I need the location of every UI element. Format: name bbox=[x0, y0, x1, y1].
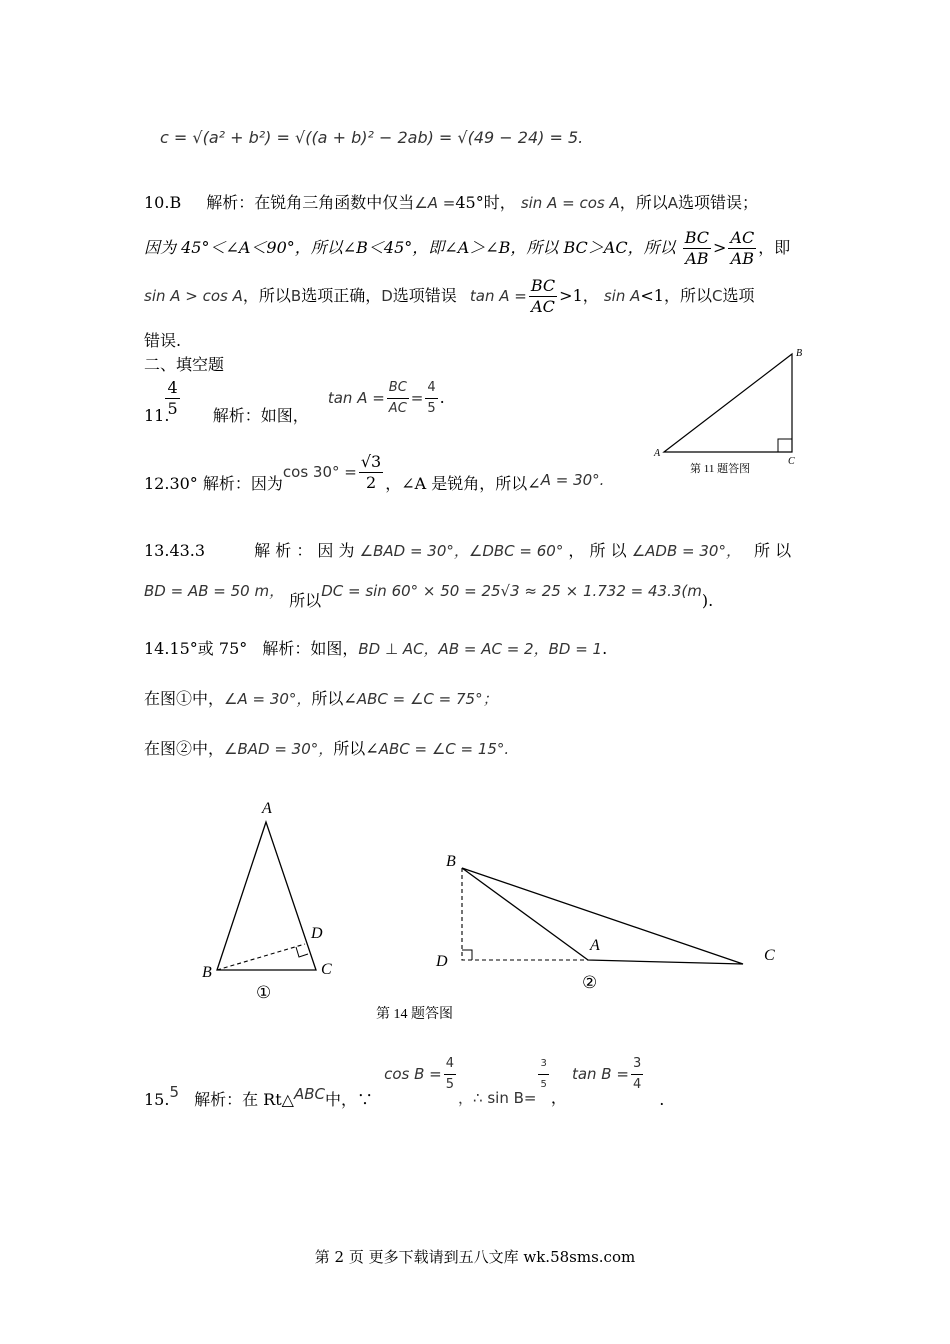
q14-fig2-a: ∠BAD = 30°， bbox=[224, 740, 334, 758]
frac-num: 4 bbox=[167, 378, 178, 397]
q10-frac-bc-ab bbox=[683, 228, 711, 269]
q13-end: ). bbox=[701, 591, 714, 610]
q15-cos-b: cos B = bbox=[384, 1065, 442, 1083]
frac-den: AC bbox=[388, 401, 407, 416]
right-angle-mark-2 bbox=[462, 950, 472, 960]
frac-num: BC bbox=[684, 228, 709, 247]
q13-bd: BD = AB = 50 m， bbox=[144, 582, 285, 600]
fig14-2-label-a: A bbox=[590, 937, 600, 954]
q11-label: 11. bbox=[144, 406, 170, 425]
fig14-caption: 第 14 题答图 bbox=[376, 1007, 453, 1022]
frac-den: AB bbox=[685, 249, 709, 268]
q10-opt-c: C bbox=[711, 287, 723, 305]
q10-opt-b: B bbox=[290, 287, 302, 305]
fig14-1-label-c: C bbox=[321, 961, 332, 978]
right-angle-mark-1 bbox=[296, 947, 308, 957]
q15-zhong: 中，∵ bbox=[325, 1090, 374, 1109]
q10-opt-wrong: 选项错误； bbox=[678, 193, 759, 212]
q14-end: . bbox=[602, 639, 608, 658]
q10-line2 bbox=[144, 228, 790, 269]
q15-end: . bbox=[659, 1090, 665, 1109]
q14-cond: BD ⊥ AC，AB = AC = 2，BD = 1 bbox=[358, 640, 603, 658]
triangle-abc-2 bbox=[462, 868, 743, 964]
q10-deg45: 45°时， bbox=[455, 193, 516, 212]
q11-jiexi: 解析：如图， bbox=[212, 406, 309, 425]
frac-num: AC bbox=[730, 228, 755, 247]
q12 bbox=[144, 452, 604, 493]
q12-label: 12.30° bbox=[144, 474, 198, 493]
q11 bbox=[144, 378, 445, 425]
q13-adb: ∠ADB = 30°， bbox=[631, 542, 741, 560]
frac-den: AB bbox=[730, 249, 754, 268]
figure-14 bbox=[180, 790, 800, 1030]
q12-res: A = 30°. bbox=[540, 471, 605, 489]
frac-den: 5 bbox=[427, 401, 436, 416]
q11-tan-a: tan A = bbox=[327, 389, 385, 407]
q10-gt1: >1， bbox=[559, 286, 599, 305]
q10-angle-a: ∠A = bbox=[414, 194, 456, 212]
q13-suoyi2: 所 以 bbox=[754, 541, 792, 560]
q12-frac bbox=[359, 452, 383, 493]
q15-cos-frac bbox=[444, 1054, 456, 1095]
q14-line3 bbox=[144, 736, 509, 759]
frac-den: 4 bbox=[632, 1077, 642, 1092]
q14-line1 bbox=[144, 636, 607, 659]
q13-label: 13.43.3 bbox=[144, 541, 206, 560]
q14-fig1-pre: 在图①中， bbox=[144, 689, 225, 708]
frac-num: 4 bbox=[444, 1054, 456, 1075]
q10-d-wrong: 选项错误 bbox=[392, 286, 457, 305]
q15-label: 15. bbox=[144, 1090, 170, 1109]
q10-b-correct: 选项正确， bbox=[301, 286, 382, 305]
q13-line1 bbox=[144, 538, 800, 561]
q15-tan-frac bbox=[631, 1054, 643, 1095]
q10-line1 bbox=[144, 190, 758, 213]
q11-frac1 bbox=[387, 378, 409, 419]
frac-den: 5 bbox=[540, 1079, 547, 1090]
q10-so-b: ，所以 bbox=[242, 286, 291, 305]
q10-sin-gt-cos: sin A > cos A bbox=[144, 287, 243, 305]
fig11-label-b: B bbox=[796, 348, 803, 359]
frac-num: 3 bbox=[538, 1054, 548, 1075]
frac-num: BC bbox=[387, 378, 409, 399]
q14-jiexi: 解析：如图， bbox=[262, 639, 359, 658]
q15-tan-b: tan B = bbox=[571, 1065, 629, 1083]
q12-jiexi: 解析：因为 bbox=[202, 474, 283, 493]
triangle-abc bbox=[664, 354, 792, 452]
frac-den: 2 bbox=[365, 473, 377, 492]
fig14-triangle-2 bbox=[435, 853, 775, 992]
q15-answer: 5 bbox=[169, 1083, 179, 1101]
dashed-bd-1 bbox=[217, 944, 305, 970]
q15-comma: ， bbox=[550, 1088, 567, 1107]
q14-fig2-pre: 在图②中， bbox=[144, 739, 225, 758]
frac-num: √3 bbox=[360, 452, 382, 471]
q14-fig2-res: ABC = ∠C = 15°. bbox=[378, 740, 510, 758]
q11-end: . bbox=[439, 388, 445, 407]
fig14-2-label-d: D bbox=[436, 953, 448, 970]
figure-11 bbox=[646, 344, 816, 479]
frac-num: 3 bbox=[631, 1054, 643, 1075]
q10-line3 bbox=[144, 276, 754, 317]
q13-suoyi3: 所以 bbox=[289, 591, 322, 610]
q10-c-wrong: 选项 bbox=[722, 286, 755, 305]
fig14-2-number: ② bbox=[582, 973, 598, 992]
q10-line2-text: 因为 45°＜∠A＜90°，所以∠B＜45°，即∠A＞∠B，所以 BC＞AC，所以 bbox=[144, 238, 676, 257]
q14-fig1-so: 所以∠ bbox=[311, 689, 357, 708]
q10-ji: ，即 bbox=[758, 238, 791, 257]
fig14-2-label-b: B bbox=[446, 853, 456, 870]
q10-frac-ac-ab bbox=[728, 228, 756, 269]
q14-label: 14.15°或 75° bbox=[144, 639, 248, 658]
q14-fig2-so: 所以∠ bbox=[333, 739, 379, 758]
fig11-label-a: A bbox=[654, 448, 661, 459]
q10-tan-a: tan A = bbox=[469, 287, 527, 305]
frac-den: 5 bbox=[167, 399, 178, 418]
q15 bbox=[144, 1054, 665, 1109]
fig11-label-c: C bbox=[788, 456, 795, 467]
q10-lt1: <1，所以 bbox=[640, 286, 712, 305]
gt-sign: > bbox=[713, 238, 727, 257]
q13-suoyi: ， 所 以 bbox=[568, 541, 627, 560]
q14-fig1-res: ABC = ∠C = 75°； bbox=[356, 690, 498, 708]
q15-jiexi: 解析：在 Rt△ bbox=[194, 1090, 294, 1109]
page-footer: 第 2 页 更多下载请到五八文库 wk.58sms.com bbox=[314, 1248, 636, 1266]
q14-fig1-a: ∠A = 30°， bbox=[224, 690, 312, 708]
q10-label: 10.B bbox=[144, 193, 182, 212]
q10-tan-frac bbox=[529, 276, 557, 317]
q10-sin-a: sin A bbox=[603, 287, 641, 305]
q14-line2 bbox=[144, 686, 498, 709]
q13-bad: ∠BAD = 30°，∠DBC = 60° bbox=[359, 542, 564, 560]
fig11-caption: 第 11 题答图 bbox=[690, 463, 751, 475]
fig14-1-number: ① bbox=[256, 983, 272, 1002]
right-angle-mark bbox=[778, 439, 792, 452]
q10-opt-d: D bbox=[381, 287, 393, 305]
fig14-triangle-1 bbox=[202, 800, 332, 1002]
frac-num: 4 bbox=[425, 378, 437, 399]
fig14-1-label-d: D bbox=[311, 925, 323, 942]
q10-jiexi: 解析：在锐角三角函数中仅当 bbox=[206, 193, 415, 212]
q10-sin-eq-cos: sin A = cos A bbox=[520, 194, 620, 212]
q10-so: ，所以 bbox=[619, 193, 668, 212]
frac-den: AC bbox=[531, 297, 555, 316]
q11-eq: = bbox=[410, 389, 424, 407]
fig14-1-label-b: B bbox=[202, 964, 212, 981]
q13-dc: DC = sin 60° × 50 = 25√3 ≈ 25 × 1.732 = 43.3(m bbox=[321, 582, 702, 600]
q12-cos30: cos 30° = bbox=[282, 463, 357, 481]
frac-den: 5 bbox=[445, 1077, 455, 1092]
q13-line2 bbox=[144, 578, 714, 610]
q15-therefore: ，∴ sin B= bbox=[458, 1089, 537, 1107]
section-title: 二、填空题 bbox=[144, 355, 225, 374]
q10-line4: 错误. bbox=[144, 331, 182, 350]
q12-mid: ，∠A 是锐角，所以∠ bbox=[385, 474, 541, 493]
formula-c: c = √(a² + b²) = √((a + b)² − 2ab) = √(49 − 24) = 5. bbox=[160, 128, 584, 147]
q13-jiexi: 解 析 ： 因 为 bbox=[254, 541, 355, 560]
fig14-1-label-a: A bbox=[262, 800, 272, 817]
q15-sin-frac bbox=[538, 1054, 548, 1095]
triangle-abc-1 bbox=[217, 822, 316, 970]
q10-opt-a: A bbox=[667, 194, 679, 212]
frac-num: BC bbox=[530, 276, 556, 295]
fig14-2-label-c: C bbox=[764, 947, 775, 964]
q15-abc: ABC bbox=[293, 1085, 325, 1103]
q11-frac2 bbox=[425, 378, 437, 419]
